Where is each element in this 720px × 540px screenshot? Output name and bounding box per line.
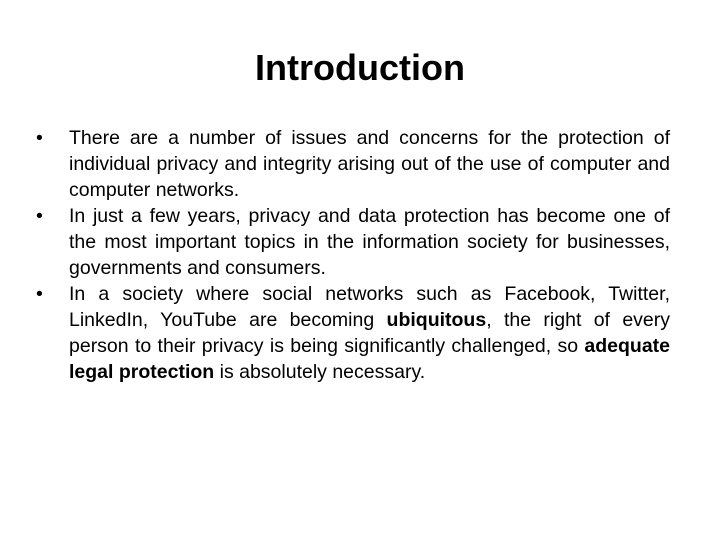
bullet-icon: •	[36, 283, 43, 305]
bullet-text-segment: , the right of every person to their privacy is being significantly challenged, so	[69, 309, 670, 357]
bullet-emphasis-ubiquitous: ubiquitous	[386, 309, 487, 331]
bullet-text: In just a few years, privacy and data protection has become one of the most important topics in the information society for businesses, governments and consumers.	[69, 205, 670, 279]
slide-title: Introduction	[255, 47, 465, 88]
bullet-emphasis-legal-protection: adequate legal protection	[69, 335, 670, 383]
bullet-text-segment: is absolutely necessary.	[214, 361, 426, 383]
bullet-text: There are a number of issues and concerns for the protection of individual privacy and integrity arising out of the use of computer and computer networks.	[69, 127, 670, 201]
bullet-item	[36, 125, 670, 203]
bullet-list	[36, 125, 670, 385]
bullet-item	[36, 281, 670, 385]
bullet-icon: •	[36, 205, 43, 227]
bullet-icon: •	[36, 127, 43, 149]
bullet-item	[36, 203, 670, 281]
bullet-text-segment: In a society where social networks such as Facebook, Twitter, LinkedIn, YouTube are becoming	[69, 283, 670, 331]
